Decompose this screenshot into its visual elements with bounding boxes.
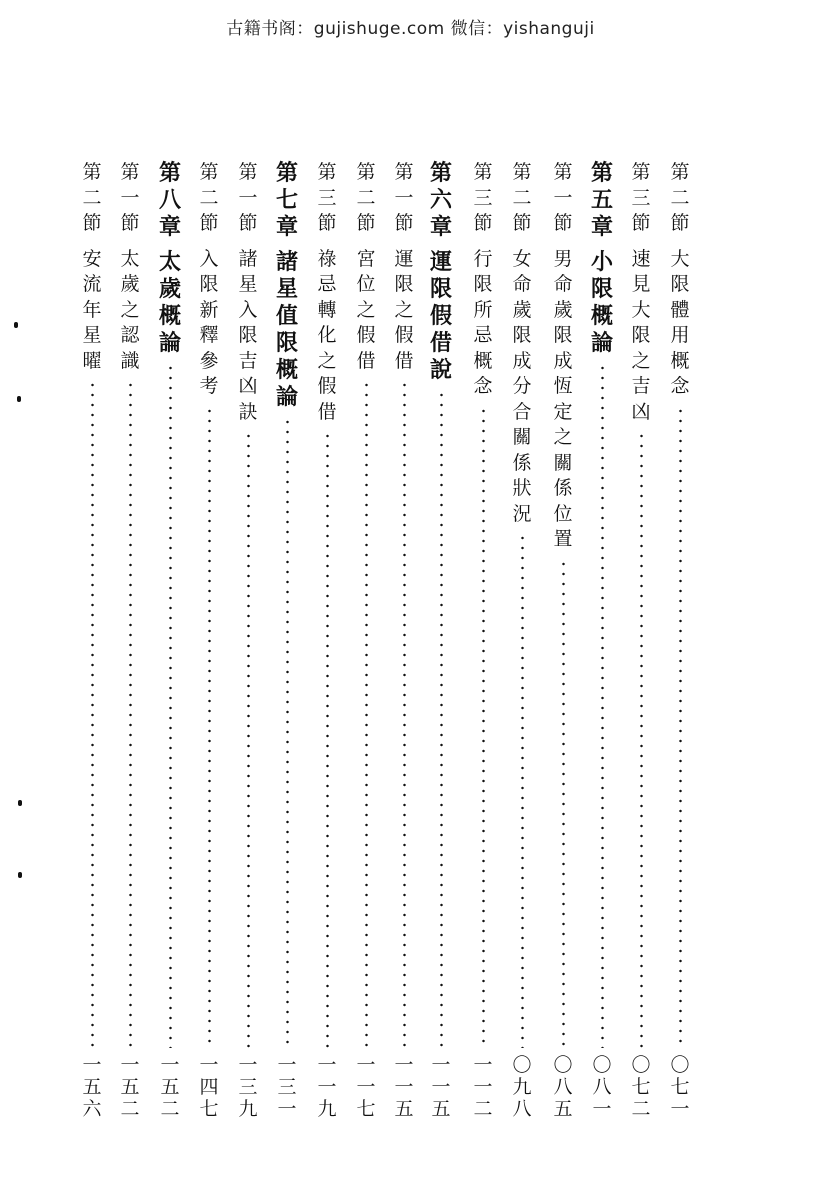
entry-label: 第 二 節 [512, 161, 532, 234]
page-number: 一 五 六 [82, 1054, 102, 1120]
page-number: 〇 九 八 [512, 1054, 532, 1120]
entry-label: 第 五 章 [590, 160, 613, 240]
toc-chapter-entry [588, 160, 616, 1120]
dot-leader [286, 417, 289, 1048]
entry-title: 入 限 新 釋 參 考 [199, 247, 219, 397]
toc-section-entry [78, 160, 106, 1120]
page-number: 〇 七 二 [631, 1054, 651, 1120]
dot-leader [521, 533, 524, 1048]
dot-leader [679, 406, 682, 1049]
entry-label: 第 六 章 [429, 160, 452, 240]
page-number: 一 五 二 [160, 1054, 180, 1120]
dot-leader [208, 406, 211, 1049]
entry-label: 第 二 節 [82, 161, 102, 234]
entry-title: 男 命 歲 限 成 恆 定 之 關 係 位 置 [553, 247, 573, 550]
page-number: 一 三 一 [277, 1054, 297, 1120]
page-number: 〇 八 一 [592, 1054, 612, 1120]
entry-label: 第 一 節 [394, 161, 414, 234]
entry-label: 第 二 節 [356, 161, 376, 234]
entry-title: 大 限 體 用 概 念 [670, 247, 690, 397]
entry-label: 第 一 節 [238, 161, 258, 234]
page-number: 一 一 二 [473, 1054, 493, 1120]
dot-leader [640, 431, 643, 1048]
page-number: 〇 八 五 [553, 1054, 573, 1120]
scan-speck [17, 396, 21, 402]
entry-label: 第 三 節 [631, 161, 651, 234]
entry-label: 第 一 節 [120, 161, 140, 234]
page-number: 一 一 九 [317, 1054, 337, 1120]
toc-section-entry [116, 160, 144, 1120]
entry-title: 行 限 所 忌 概 念 [473, 247, 493, 397]
entry-title: 運 限 假 借 說 [429, 249, 452, 383]
toc-section-entry [234, 160, 262, 1120]
dot-leader [601, 363, 604, 1048]
toc-section-entry [469, 160, 497, 1120]
watermark: 古籍书阁：gujishuge.com 微信：yishanguji [226, 19, 595, 39]
dot-leader [247, 431, 250, 1048]
dot-leader [326, 431, 329, 1048]
toc-chapter-entry [427, 160, 455, 1120]
entry-label: 第 三 節 [473, 161, 493, 234]
dot-leader [365, 380, 368, 1048]
page-number: 一 三 九 [238, 1054, 258, 1120]
toc-section-entry [666, 160, 694, 1120]
entry-title: 諸 星 入 限 吉 凶 訣 [238, 247, 258, 423]
entry-title: 太 歲 概 論 [158, 249, 181, 356]
page-number: 一 一 五 [394, 1054, 414, 1120]
page-number: 一 一 七 [356, 1054, 376, 1120]
toc-section-entry [549, 160, 577, 1120]
dot-leader [440, 390, 443, 1048]
toc-section-entry [313, 160, 341, 1120]
page-number: 一 四 七 [199, 1054, 219, 1120]
dot-leader [169, 363, 172, 1048]
scan-speck [18, 800, 22, 806]
entry-label: 第 七 章 [275, 160, 298, 240]
dot-leader [562, 559, 565, 1049]
toc-chapter-entry [273, 160, 301, 1120]
toc-section-entry [627, 160, 655, 1120]
entry-title: 小 限 概 論 [590, 249, 613, 356]
entry-title: 女 命 歲 限 成 分 合 關 係 狀 況 [512, 247, 532, 525]
toc-section-entry [195, 160, 223, 1120]
toc-section-entry [508, 160, 536, 1120]
toc-section-entry [352, 160, 380, 1120]
entry-title: 太 歲 之 認 識 [120, 247, 140, 372]
entry-label: 第 八 章 [158, 160, 181, 240]
dot-leader [403, 380, 406, 1048]
toc-section-entry [390, 160, 418, 1120]
entry-label: 第 二 節 [670, 161, 690, 234]
dot-leader [129, 380, 132, 1048]
page-number: 一 一 五 [431, 1054, 451, 1120]
entry-label: 第 三 節 [317, 161, 337, 234]
entry-label: 第 一 節 [553, 161, 573, 234]
toc-chapter-entry [156, 160, 184, 1120]
page-number: 一 五 二 [120, 1054, 140, 1120]
scan-speck [14, 322, 18, 328]
entry-title: 諸 星 值 限 概 論 [275, 249, 298, 410]
entry-title: 祿 忌 轉 化 之 假 借 [317, 247, 337, 423]
page-number: 〇 七 一 [670, 1054, 690, 1120]
dot-leader [91, 380, 94, 1048]
dot-leader [482, 406, 485, 1049]
scan-speck [18, 872, 22, 878]
entry-title: 宮 位 之 假 借 [356, 247, 376, 372]
entry-label: 第 二 節 [199, 161, 219, 234]
entry-title: 速 見 大 限 之 吉 凶 [631, 247, 651, 423]
entry-title: 運 限 之 假 借 [394, 247, 414, 372]
entry-title: 安 流 年 星 曜 [82, 247, 102, 372]
